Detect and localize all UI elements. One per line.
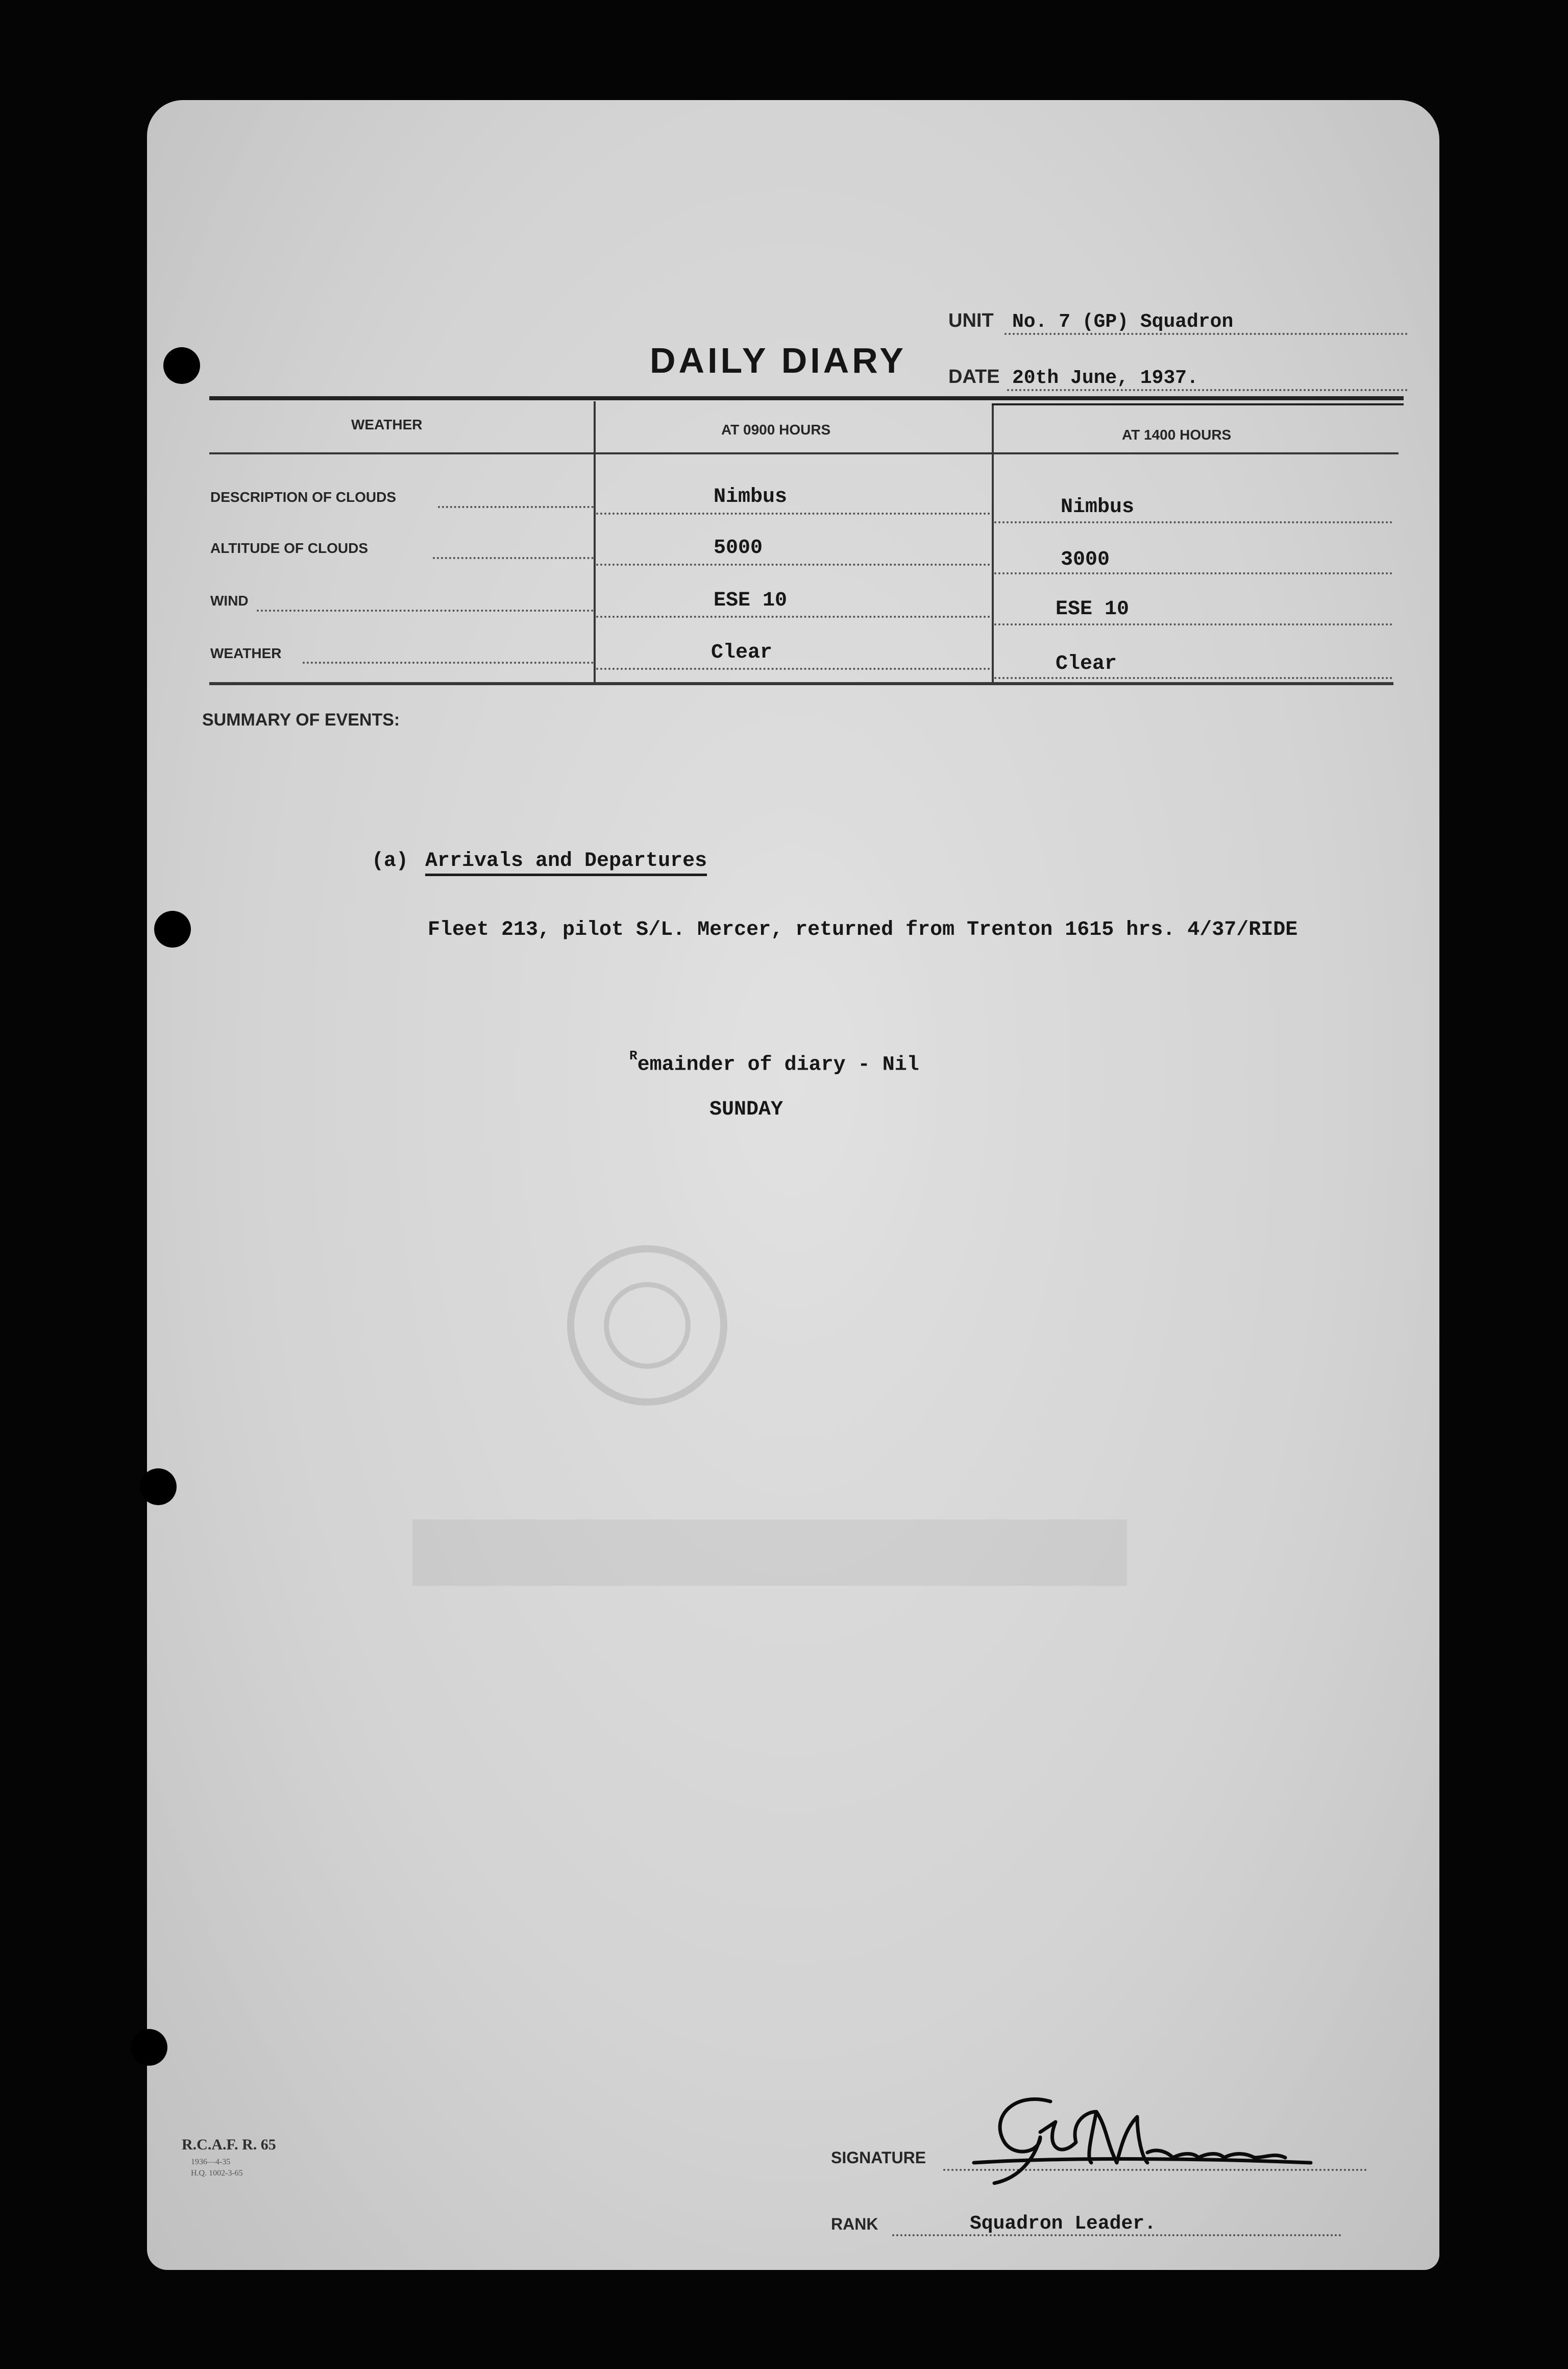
unit-label: UNIT [948,310,994,331]
summary-of-events-label: SUMMARY OF EVENTS: [202,710,400,730]
form-code-line3: H.Q. 1002-3-65 [191,2169,243,2178]
form-code: R.C.A.F. R. 65 [182,2136,276,2153]
cell-0900-description: Nimbus [714,486,788,509]
row-label-description: DESCRIPTION OF CLOUDS [210,489,397,505]
handwritten-signature [953,2081,1321,2193]
unit-value: No. 7 (GP) Squadron [1012,311,1234,333]
row-label-altitude: ALTITUDE OF CLOUDS [210,540,369,556]
col-header-weather: WEATHER [351,417,423,432]
unit-field [948,304,1408,335]
cell-0900-weather: Clear [711,641,773,664]
punch-hole [154,911,191,948]
col-header-0900: AT 0900 HOURS [721,422,831,438]
punch-hole [140,1468,177,1505]
form-code-line2: 1936—4-35 [191,2158,231,2166]
cell-1400-weather: Clear [1056,652,1117,675]
page-title: DAILY DIARY [650,341,906,380]
cell-0900-wind: ESE 10 [714,589,788,612]
date-label: DATE [948,366,1000,388]
arrival-entry: Fleet 213, pilot S/L. Mercer, returned from Trenton 1615 hrs. 4/37/RIDE [428,918,1298,941]
diary-page [147,100,1439,2270]
remainder-line [629,1048,919,1077]
row-label-wind: WIND [210,593,249,609]
remainder-text: emainder of diary - Nil [637,1053,919,1077]
arrivals-departures-heading: Arrivals and Departures [425,850,707,876]
date-value: 20th June, 1937. [1012,367,1198,389]
row-label-weather: WEATHER [210,645,282,661]
signature-label: SIGNATURE [831,2148,926,2167]
punch-hole [131,2029,167,2066]
col-header-1400: AT 1400 HOURS [1122,427,1232,443]
punch-hole [163,347,200,384]
cell-1400-altitude: 3000 [1061,548,1110,571]
cell-1400-description: Nimbus [1061,496,1135,519]
faint-seal-watermark [412,1213,1127,1622]
rank-label: RANK [831,2215,878,2233]
item-marker: (a) [372,850,409,873]
cell-0900-altitude: 5000 [714,537,763,560]
remainder-initial: R [629,1048,638,1063]
cell-1400-wind: ESE 10 [1056,598,1130,621]
date-field [948,360,1408,391]
day-of-week: SUNDAY [709,1098,783,1121]
rank-value: Squadron Leader. [970,2213,1156,2235]
